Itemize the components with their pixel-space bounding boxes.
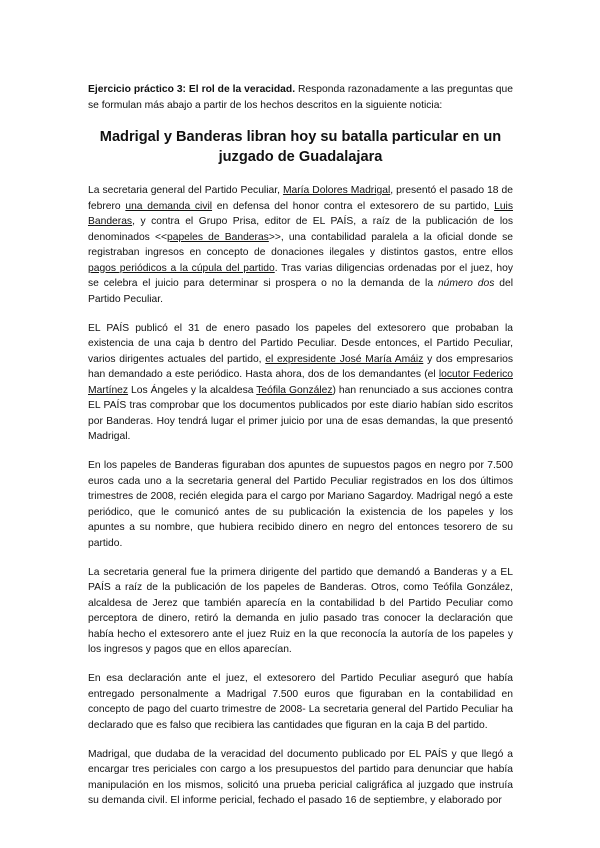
link-pagos-periodicos[interactable]: pagos periódicos a la cúpula del partido [88, 262, 275, 274]
text: EL PAÍS publicó el 31 de enero pasado los papeles del extesorero que probaban la existencia de una caja b dentro del Partido Peculiar. Desde entonces, el Partido Peculiar, varios dirigentes actuales del partido, [88, 322, 513, 365]
link-teofila-gonzalez[interactable]: Teófila González [256, 384, 333, 396]
paragraph-5: En esa declaración ante el juez, el extesorero del Partido Peculiar aseguró que había entregado personalmente a Madrigal 7.500 euros que figuraban en la contabilidad en concepto de pago del cuarto trimestre de 2008- La secretaria general del Partido Peculiar ha declarado que es falso que recibiera las cantidades que figuran en la caja B del partido. [88, 673, 513, 731]
text: >>, una contabilidad paralela a la oficial donde se registraban ingresos en concepto de donaciones ilegales y distintos gastos, entre ellos [88, 231, 514, 258]
italic-numero-dos: número dos [437, 278, 495, 289]
article-headline: Madrigal y Banderas libran hoy su batalla particular en un juzgado de Guadalajara [99, 129, 502, 165]
text: Los Ángeles y la alcaldesa [128, 384, 257, 396]
paragraph-4: La secretaria general fue la primera dirigente del partido que demandó a Banderas y a EL PAÍS a raíz de la publicación de los papeles de Banderas. Otros, como Teófila González, alcaldesa de Jerez que también aparecía en la contabilidad b del Partido Peculiar como perceptora de dinero, retiró la demanda en julio pasado tras conocer la declaración que había hecho el extesorero ante el juez Ruiz en la que reconocía la autoría de los papeles y los ingresos y pagos que en ellos aparecían. [88, 566, 513, 655]
text: , presentó el pasado 18 de febrero [88, 185, 513, 212]
text: en defensa del honor contra el extesorero de su partido, [212, 200, 495, 212]
text: del Partido Peculiar. [88, 278, 513, 305]
text: La secretaria general del Partido Peculiar, [88, 185, 283, 196]
text: y dos empresarios han demandado a este periódico. Hasta ahora, dos de los demandantes (el [88, 353, 513, 380]
text: . Tras varias diligencias ordenadas por el juez, hoy se celebra el juicio para determinar si prospera o no la demanda de la [88, 262, 513, 289]
link-locutor-federico-martinez[interactable]: locutor Federico Martínez [88, 369, 513, 396]
exercise-label: Ejercicio práctico 3: El rol de la veracidad. [88, 84, 296, 95]
paragraph-3: En los papeles de Banderas figuraban dos apuntes de supuestos pagos en negro por 7.500 euros cada uno a la secretaria general del Partido Peculiar registrados en los dos últimos trimestres de 2008, recién elegida para el cargo por Mariano Sagardoy. Madrigal negó a este periódico, que le comunicó antes de su publicación la existencia de los papeles y los apuntes a su nombre, que hubiera recibido dinero en negro del entonces tesorero de su partido. [88, 460, 513, 549]
link-luis-banderas[interactable]: Luis Banderas [88, 200, 513, 227]
link-demanda-civil[interactable]: una demanda civil [125, 200, 213, 212]
link-expresidente-jose-maria-amaiz[interactable]: el expresidente José María Amáiz [265, 353, 424, 365]
document-body [88, 82, 513, 822]
link-papeles-de-banderas[interactable]: papeles de Banderas [166, 231, 269, 243]
paragraph-6: Madrigal, que dudaba de la veracidad del documento publicado por EL PAÍS y que llegó a encargar tres periciales con cargo a los presupuestos del partido para denunciar que había manipulación en los mismos, solicitó una prueba pericial caligráfica al juzgado que instruía su demanda civil. El informe pericial, fechado el pasado 16 de septiembre, y elaborado por [88, 748, 513, 806]
paragraph-2 [88, 321, 513, 445]
exercise-intro [88, 82, 513, 113]
text: , y contra el Grupo Prisa, editor de EL PAÍS, a raíz de la publicación de los denominados << [88, 216, 513, 243]
paragraph-1 [88, 183, 513, 307]
link-maria-dolores-madrigal[interactable]: María Dolores Madrigal [282, 185, 391, 196]
text: ) han renunciado a sus acciones contra EL PAÍS tras comprobar que los documentos publicados por este diario habían sido escritos por Banderas. Hoy tendrá lugar el primer juicio por una de esas demandas, la que presentó Madrigal. [88, 384, 513, 442]
exercise-instructions: Responda razonadamente a las preguntas que se formulan más abajo a partir de los hechos descritos en la siguiente noticia: [88, 84, 513, 111]
